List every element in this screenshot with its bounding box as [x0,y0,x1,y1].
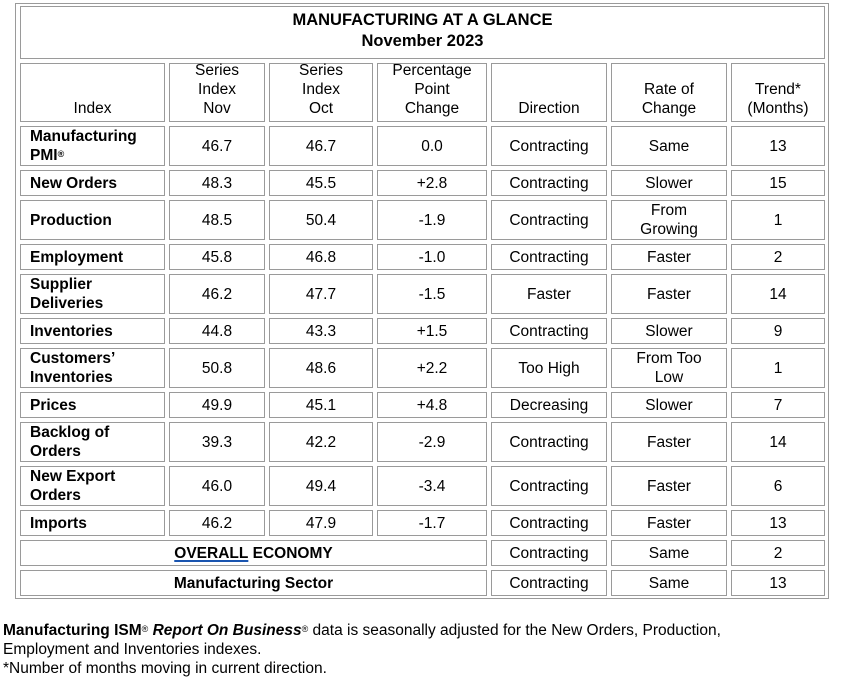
row-9-rate [611,466,727,506]
row-3-rate-line-0: Faster [647,248,691,266]
row-5-index-line-0: Inventories [30,322,113,340]
row-1-rate [611,170,727,196]
row-0-oct: 46.7 [269,126,373,166]
row-5-change: +1.5 [377,318,487,344]
header-trend-l1: Trend* [755,81,801,98]
header-series-oct [269,63,373,122]
row-0-nov: 46.7 [169,126,265,166]
header-rate-l2: Change [641,100,697,117]
row-6-oct: 48.6 [269,348,373,388]
row-10-index [20,510,165,536]
row-9-index-line-1: Orders [30,487,81,504]
row-7-oct: 45.1 [269,392,373,418]
row-6-trend: 1 [731,348,825,388]
summary-sector-label: Manufacturing Sector [20,570,487,596]
footnote [3,621,803,678]
row-4-index [20,274,165,314]
row-3-index [20,244,165,270]
header-pp-change-l1: Percentage [392,62,472,79]
row-5-index [20,318,165,344]
row-2-rate [611,200,727,240]
row-2-rate-line-1: Growing [640,221,698,238]
row-4-index-line-1: Deliveries [30,295,104,312]
row-7-index [20,392,165,418]
row-6-rate [611,348,727,388]
summary-overall-rate: Same [611,540,727,566]
row-0-trend: 13 [731,126,825,166]
row-10-nov: 46.2 [169,510,265,536]
footnote-paragraph-2: *Number of months moving in current direction. [3,660,327,677]
row-8-index [20,422,165,462]
row-8-rate-line-0: Faster [647,433,691,451]
footnote-reg-2: ® [301,624,309,634]
row-9-trend: 6 [731,466,825,506]
row-0-index-line-0: Manufacturing [30,128,137,145]
row-4-nov: 46.2 [169,274,265,314]
row-7-rate [611,392,727,418]
row-8-index-line-0: Backlog of [30,424,110,441]
row-6-index-line-1: Inventories [30,369,113,386]
row-7-rate-line-0: Slower [645,396,693,414]
row-2-direction: Contracting [491,200,607,240]
row-6-change: +2.2 [377,348,487,388]
summary-overall-direction: Contracting [491,540,607,566]
row-3-change: -1.0 [377,244,487,270]
row-3-nov: 45.8 [169,244,265,270]
row-10-trend: 13 [731,510,825,536]
header-series-oct-l2: Index [302,81,340,98]
row-7-change: +4.8 [377,392,487,418]
footnote-paragraph-1 [3,621,803,659]
row-9-index-line-0: New Export [30,468,116,485]
row-5-rate [611,318,727,344]
row-7-nov: 49.9 [169,392,265,418]
row-9-oct: 49.4 [269,466,373,506]
row-3-rate [611,244,727,270]
row-3-trend: 2 [731,244,825,270]
row-5-direction: Contracting [491,318,607,344]
row-1-index [20,170,165,196]
row-2-oct: 50.4 [269,200,373,240]
header-series-oct-l1: Series [299,62,343,79]
row-10-rate-line-0: Faster [647,514,691,532]
row-10-index-line-0: Imports [30,514,87,532]
row-9-change: -3.4 [377,466,487,506]
summary-overall-trend: 2 [731,540,825,566]
header-rate-l1: Rate of [644,81,694,98]
header-pp-change [377,63,487,122]
row-2-change: -1.9 [377,200,487,240]
header-pp-change-l3: Change [404,100,460,117]
summary-sector-direction: Contracting [491,570,607,596]
row-10-change: -1.7 [377,510,487,536]
row-3-direction: Contracting [491,244,607,270]
row-1-rate-line-0: Slower [645,174,693,192]
row-0-change: 0.0 [377,126,487,166]
row-0-direction: Contracting [491,126,607,166]
overall-word[interactable]: OVERALL [174,544,249,562]
row-5-oct: 43.3 [269,318,373,344]
row-0-index-line-1: PMI® [30,147,65,164]
summary-sector-trend: 13 [731,570,825,596]
row-4-rate-line-0: Faster [647,285,691,303]
row-9-index [20,466,165,506]
row-0-rate-line-0: Same [648,137,690,155]
row-7-trend: 7 [731,392,825,418]
row-4-index-line-0: Supplier [30,276,93,293]
row-7-index-line-0: Prices [30,396,77,414]
row-10-rate [611,510,727,536]
row-4-trend: 14 [731,274,825,314]
row-10-oct: 47.9 [269,510,373,536]
footnote-report-title: Report On Business [148,622,302,639]
title-line-1: MANUFACTURING AT A GLANCE [292,11,553,29]
summary-sector-rate: Same [611,570,727,596]
row-3-index-line-0: Employment [30,248,124,266]
header-trend [731,63,825,122]
row-8-rate [611,422,727,462]
row-10-direction: Contracting [491,510,607,536]
header-direction [491,63,607,122]
row-1-index-line-0: New Orders [30,174,118,192]
row-0-reg-mark: ® [57,149,65,159]
row-5-trend: 9 [731,318,825,344]
row-6-index-line-0: Customers’ [30,350,116,367]
row-6-direction: Too High [491,348,607,388]
row-1-trend: 15 [731,170,825,196]
row-4-direction: Faster [491,274,607,314]
row-6-nov: 50.8 [169,348,265,388]
row-1-nov: 48.3 [169,170,265,196]
table-title [20,6,825,59]
row-1-change: +2.8 [377,170,487,196]
header-series-oct-l3: Oct [308,100,334,117]
row-4-rate [611,274,727,314]
header-direction-label: Direction [518,100,580,117]
row-9-rate-line-0: Faster [647,477,691,495]
header-series-nov-l3: Nov [203,100,231,117]
header-pp-change-l2: Point [414,81,450,98]
row-1-direction: Contracting [491,170,607,196]
row-5-nov: 44.8 [169,318,265,344]
row-3-oct: 46.8 [269,244,373,270]
row-0-index [20,126,165,166]
row-2-nov: 48.5 [169,200,265,240]
footnote-bold: Manufacturing ISM [3,622,142,639]
row-6-rate-line-1: Low [654,369,684,386]
row-7-direction: Decreasing [491,392,607,418]
footnote-reg-1: ® [141,624,149,634]
row-1-oct: 45.5 [269,170,373,196]
economy-word: ECONOMY [248,544,333,562]
header-index [20,63,165,122]
row-6-rate-line-0: From Too [636,350,702,367]
row-4-change: -1.5 [377,274,487,314]
row-2-index-line-0: Production [30,211,112,229]
row-9-nov: 46.0 [169,466,265,506]
row-4-oct: 47.7 [269,274,373,314]
row-8-change: -2.9 [377,422,487,462]
row-8-direction: Contracting [491,422,607,462]
header-series-nov-l1: Series [195,62,239,79]
row-5-rate-line-0: Slower [645,322,693,340]
header-rate [611,63,727,122]
row-2-trend: 1 [731,200,825,240]
header-series-nov-l2: Index [198,81,236,98]
row-8-index-line-1: Orders [30,443,81,460]
row-6-index [20,348,165,388]
header-trend-l2: (Months) [747,100,809,117]
title-line-2: November 2023 [361,32,484,50]
summary-overall-label [20,540,487,566]
row-8-oct: 42.2 [269,422,373,462]
row-8-trend: 14 [731,422,825,462]
row-0-rate [611,126,727,166]
row-2-index [20,200,165,240]
row-8-nov: 39.3 [169,422,265,462]
header-series-nov [169,63,265,122]
footnote-text: data is seasonally adjusted for the New Orders, Production, Employment and Inventories indexes. [3,622,721,658]
header-index-label: Index [73,100,112,117]
row-9-direction: Contracting [491,466,607,506]
row-2-rate-line-0: From [650,202,688,219]
